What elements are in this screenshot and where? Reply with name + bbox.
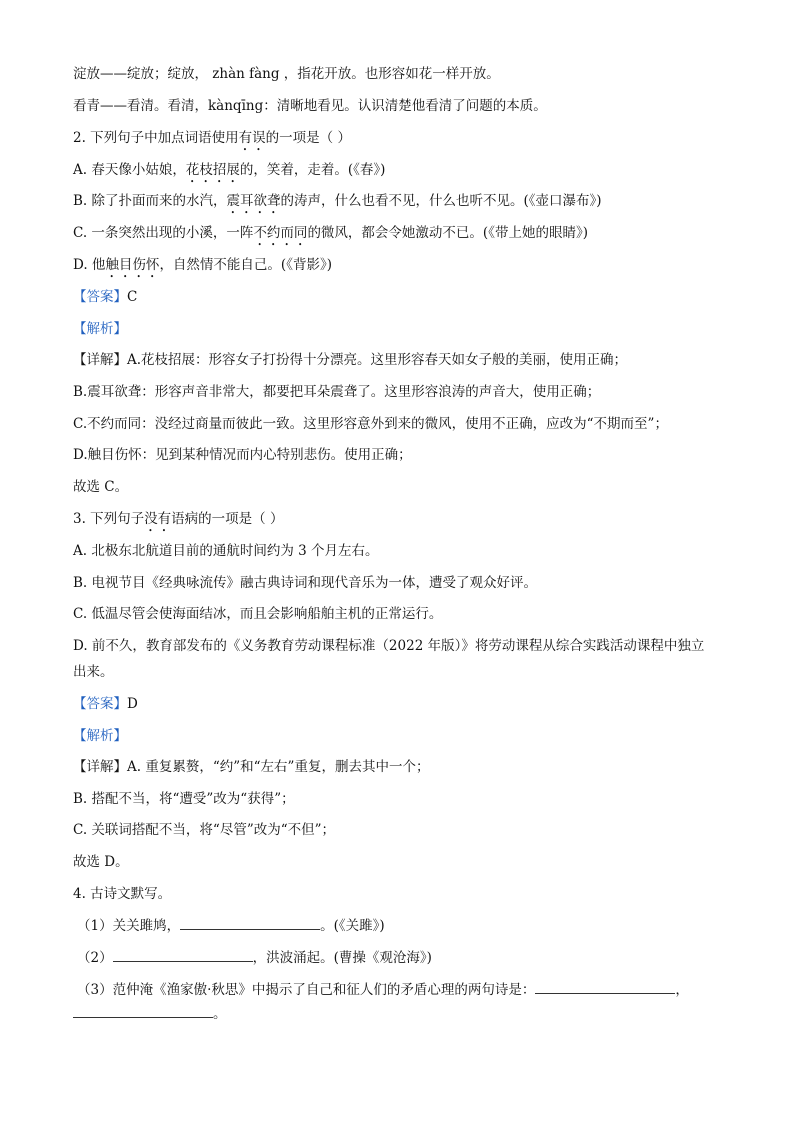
fill-blank[interactable] (180, 915, 320, 930)
detail-tag: 【详解】 (73, 759, 127, 775)
dotted-word: 震耳欲聋 (226, 193, 281, 209)
analysis-tag: 【解析】 (73, 321, 127, 337)
item-text: 。(《关雎》) (320, 918, 385, 934)
detail-line: D.触目伤怀：见到某种情况而内心特别悲伤。使用正确； (73, 447, 412, 463)
item-text: （3）范仲淹《渔家傲·秋思》中揭示了自己和征人们的矛盾心理的两句诗是： (77, 982, 536, 998)
dotted-word: 触目伤怀 (105, 257, 160, 273)
note-line-1: 淀放——绽放；绽放， zhàn fàng ，指花开放。也形容如花一样开放。 (73, 66, 500, 82)
option-text: B. 除了扑面而来的水汽， (73, 193, 227, 209)
option-text: D. 他 (73, 257, 106, 273)
answer-value: D (127, 696, 138, 712)
item-text: （1）关关雎鸠， (77, 918, 181, 934)
answer-tag: 【答案】 (73, 289, 127, 305)
item-text: （2） (77, 950, 113, 966)
option-a: A. 北极东北航道目前的通航时间约为 3 个月左右。 (73, 543, 379, 559)
option-d: D. 前不久，教育部发布的《义务教育劳动课程标准（2022 年版）》将劳动课程从综合实践活动课程中独立 (73, 638, 705, 654)
detail-line: B.震耳欲聋：形容声音非常大，都要把耳朵震聋了。这里形容浪涛的声音大，使用正确； (73, 384, 601, 400)
detail-tag: 【详解】 (73, 352, 127, 368)
option-text: A. 春天像小姑娘， (73, 162, 186, 178)
item-text: ， (675, 982, 689, 998)
question-3-stem (73, 509, 283, 535)
dotted-word: 花枝招展 (185, 162, 240, 178)
fill-blank[interactable] (73, 1003, 213, 1018)
dotted-word: 有误 (238, 130, 266, 146)
option-d (73, 255, 332, 281)
option-b (73, 191, 602, 217)
conclusion-line: 故选 D。 (73, 854, 129, 870)
analysis-tag: 【解析】 (73, 728, 127, 744)
question-2-stem (73, 128, 351, 154)
detail-text: A.花枝招展：形容女子打扮得十分漂亮。这里形容春天如女子般的美丽，使用正确； (127, 352, 628, 368)
option-c (73, 223, 588, 249)
option-text: 的涛声，什么也看不见，什么也听不见。(《壶口瀑布》) (280, 193, 602, 209)
answer-line (73, 287, 137, 307)
item-text: ，洪波涌起。(曹操《观沧海》) (252, 950, 432, 966)
detail-line: C.不约而同：没经过商量而彼此一致。这里形容意外到来的微风，使用不正确，应改为“不期而至”； (73, 416, 668, 432)
answer-value: C (127, 289, 138, 305)
poem-item-3-continued (73, 1003, 227, 1024)
dotted-word: 没有 (144, 511, 172, 527)
option-a (73, 160, 385, 186)
poem-item-3 (77, 979, 689, 1000)
detail-text: A. 重复累赘，“约”和“左右”重复，删去其中一个； (127, 759, 430, 775)
option-text: 的，笑着，走着。(《春》) (239, 162, 386, 178)
option-b: B. 电视节目《经典咏流传》融古典诗词和现代音乐为一体，遭受了观众好评。 (73, 575, 538, 591)
option-c: C. 低温尽管会使海面结冰，而且会影响船舶主机的正常运行。 (73, 606, 443, 622)
stem-text: 3. 下列句子 (73, 511, 145, 527)
answer-line (73, 694, 138, 714)
poem-item-1 (77, 915, 385, 936)
note-line-2: 看青——看清。看清，kànqīng：清晰地看见。认识清楚他看清了问题的本质。 (73, 98, 547, 114)
item-text: 。 (213, 1006, 227, 1022)
detail-line: C. 关联词搭配不当，将“尽管”改为“不但”； (73, 822, 336, 838)
poem-item-2 (77, 947, 432, 968)
question-4-stem: 4. 古诗文默写。 (73, 886, 172, 902)
detail-line (73, 350, 627, 370)
stem-text: 的一项是（ ） (265, 130, 351, 146)
fill-blank[interactable] (113, 947, 253, 962)
option-text: 的微风，都会令她激动不已。(《带上她的眼睛》) (307, 225, 588, 241)
answer-tag: 【答案】 (73, 696, 127, 712)
option-text: C. 一条突然出现的小溪，一阵 (73, 225, 254, 241)
stem-text: 语病的一项是（ ） (171, 511, 284, 527)
option-d-continued: 出来。 (73, 664, 114, 680)
detail-line (73, 757, 429, 777)
conclusion-line: 故选 C。 (73, 479, 129, 495)
stem-text: 2. 下列句子中加点词语使用 (73, 130, 239, 146)
detail-line: B. 搭配不当，将“遭受”改为“获得”； (73, 791, 295, 807)
dotted-word: 不约而同 (253, 225, 308, 241)
option-text: ，自然情不能自己。(《背影》) (159, 257, 332, 273)
fill-blank[interactable] (535, 979, 675, 994)
